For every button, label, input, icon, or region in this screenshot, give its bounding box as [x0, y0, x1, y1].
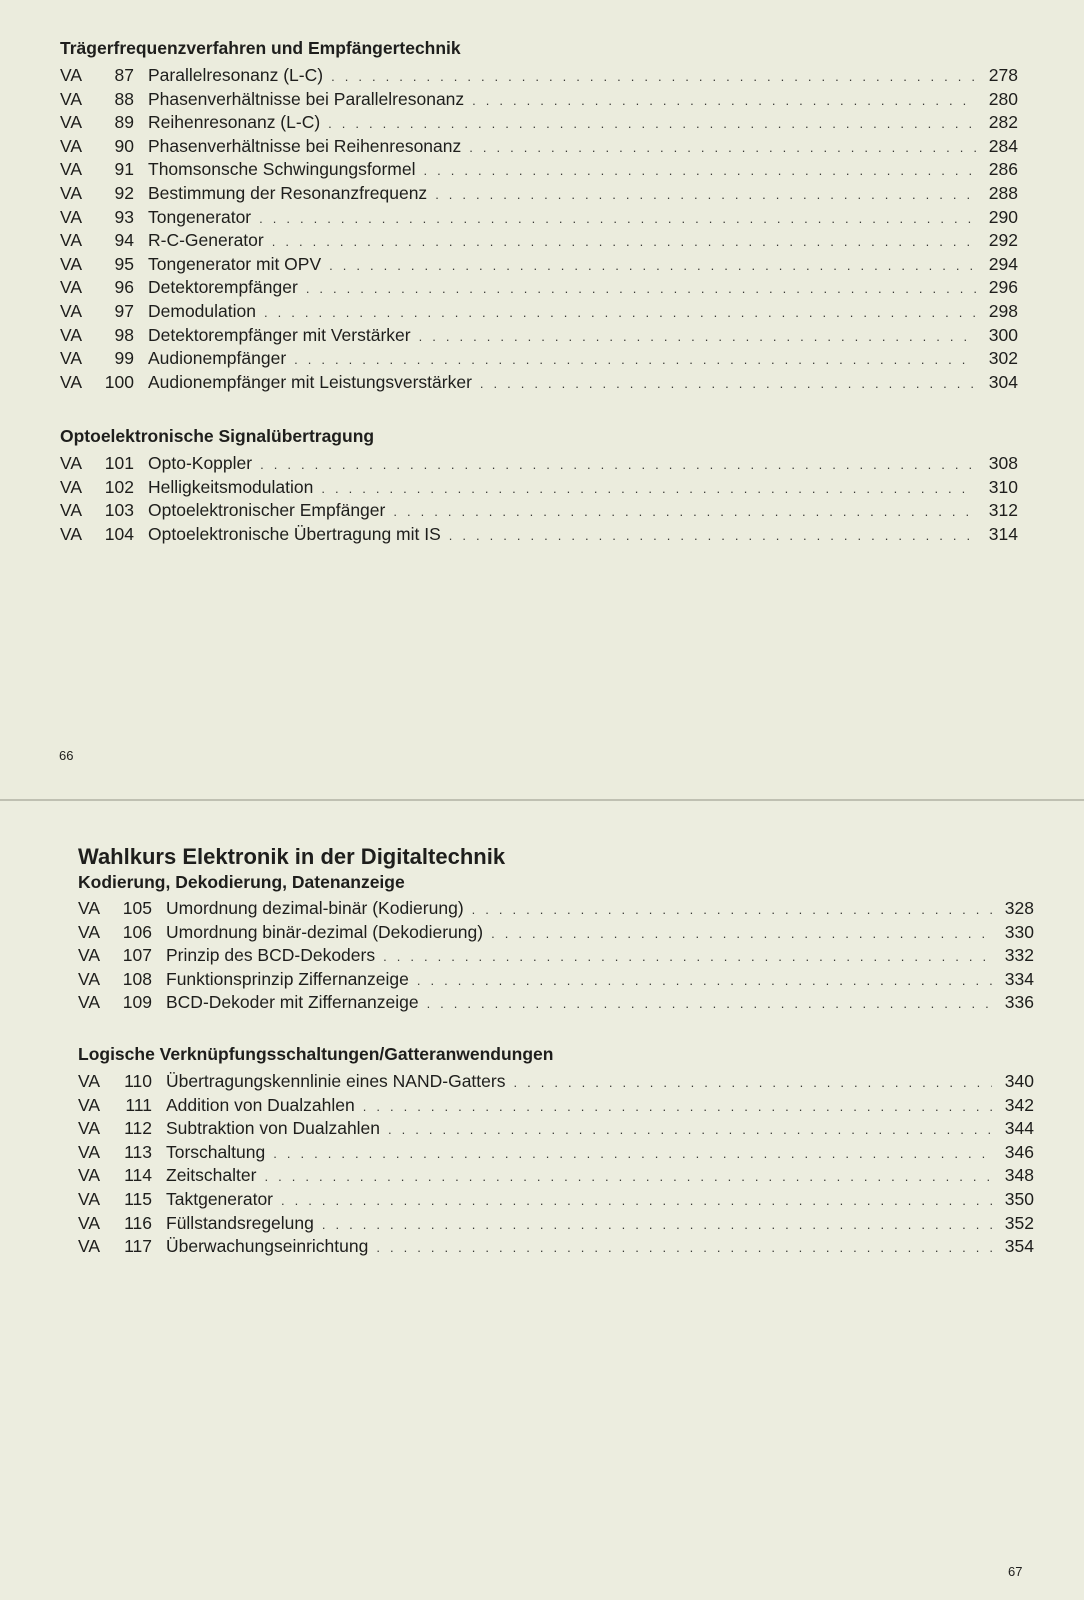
entry-prefix: VA: [60, 112, 83, 133]
entry-page: 278: [988, 65, 1018, 85]
toc-entry: [78, 1117, 1034, 1141]
entry-page: 328: [1004, 898, 1034, 918]
dot-leader: [328, 112, 976, 136]
entry-prefix: VA: [60, 65, 83, 85]
entry-number: 117: [124, 1236, 152, 1257]
entry-page: 348: [1004, 1165, 1034, 1186]
entry-number: 111: [125, 1094, 152, 1115]
entry-title: Opto-Koppler: [148, 453, 253, 473]
entry-title: Addition von Dualzahlen: [166, 1094, 355, 1115]
entry-prefix: VA: [78, 945, 101, 966]
toc-entry: [78, 921, 1034, 945]
dot-leader: [383, 945, 992, 969]
dot-leader: [259, 207, 976, 231]
entry-page: 308: [988, 453, 1018, 473]
toc-entry: [60, 253, 1018, 277]
dot-leader: [363, 1095, 992, 1119]
dot-leader: [322, 1213, 992, 1237]
entry-prefix: VA: [60, 135, 83, 156]
page-67: [0, 802, 1084, 1600]
dot-leader: [264, 301, 976, 325]
entry-prefix: VA: [78, 968, 101, 989]
toc-list-optoelektronik: [60, 452, 1018, 546]
toc-entry: [60, 523, 1018, 547]
entry-prefix: VA: [78, 1094, 101, 1115]
toc-entry: [78, 944, 1034, 968]
section-title-kodierung: Kodierung, Dekodierung, Datenanzeige: [78, 872, 405, 892]
entry-prefix: VA: [60, 253, 83, 274]
entry-page: 340: [1004, 1071, 1034, 1091]
dot-leader: [393, 500, 976, 524]
toc-entry: [78, 1094, 1034, 1118]
entry-title: Zeitschalter: [166, 1165, 257, 1186]
entry-title: Demodulation: [148, 300, 256, 321]
entry-title: Detektorempfänger: [148, 277, 298, 298]
entry-number: 91: [114, 159, 134, 180]
toc-entry: [60, 158, 1018, 182]
entry-page: 302: [988, 348, 1018, 369]
entry-prefix: VA: [78, 1071, 101, 1091]
entry-title: Audionempfänger mit Leistungsverstärker: [148, 371, 472, 392]
entry-number: 95: [114, 253, 134, 274]
entry-page: 298: [988, 300, 1018, 321]
entry-title: Umordnung dezimal-binär (Kodierung): [166, 898, 464, 918]
toc-entry: [78, 1188, 1034, 1212]
entry-title: Phasenverhältnisse bei Parallelresonanz: [148, 88, 465, 109]
dot-leader: [419, 325, 976, 349]
entry-page: 304: [988, 371, 1018, 392]
entry-number: 105: [122, 898, 152, 918]
entry-page: 310: [988, 476, 1018, 497]
dot-leader: [388, 1118, 992, 1142]
entry-number: 107: [122, 945, 152, 966]
entry-prefix: VA: [60, 523, 83, 544]
entry-number: 98: [114, 324, 134, 345]
entry-page: 354: [1004, 1236, 1034, 1257]
entry-prefix: VA: [78, 1141, 101, 1162]
dot-leader: [273, 1142, 992, 1166]
toc-entry: [60, 499, 1018, 523]
dot-leader: [264, 1165, 992, 1189]
page-divider: [0, 799, 1084, 801]
entry-prefix: VA: [60, 476, 83, 497]
toc-entry: [78, 968, 1034, 992]
entry-prefix: VA: [78, 1212, 101, 1233]
entry-prefix: VA: [78, 921, 101, 942]
dot-leader: [435, 183, 976, 207]
entry-prefix: VA: [60, 348, 83, 369]
chapter-title: Wahlkurs Elektronik in der Digitaltechnik: [78, 844, 506, 869]
toc-entry: [60, 111, 1018, 135]
entry-prefix: VA: [60, 159, 83, 180]
entry-title: Helligkeitsmodulation: [148, 476, 314, 497]
dot-leader: [294, 348, 976, 372]
entry-number: 100: [104, 371, 134, 392]
entry-prefix: VA: [60, 230, 83, 251]
entry-title: Optoelektronische Übertragung mit IS: [148, 523, 441, 544]
entry-number: 97: [114, 300, 134, 321]
entry-page: 352: [1004, 1212, 1034, 1233]
toc-list-logik: [78, 1070, 1034, 1259]
entry-number: 108: [122, 968, 152, 989]
entry-title: Subtraktion von Dualzahlen: [166, 1118, 381, 1139]
entry-title: Thomsonsche Schwingungsformel: [148, 159, 416, 180]
entry-title: Taktgenerator: [166, 1188, 274, 1209]
entry-number: 101: [104, 453, 134, 473]
dot-leader: [480, 372, 976, 396]
section-title-logik: Logische Verknüpfungsschaltungen/Gatteranwendungen: [78, 1044, 554, 1064]
entry-page: 332: [1004, 945, 1034, 966]
entry-title: BCD-Dekoder mit Ziffernanzeige: [166, 992, 419, 1013]
entry-page: 282: [988, 112, 1018, 133]
entry-title: R-C-Generator: [148, 230, 264, 251]
entry-page: 312: [988, 500, 1018, 521]
dot-leader: [472, 89, 976, 113]
toc-entry: [78, 1235, 1034, 1259]
toc-entry: [78, 1164, 1034, 1188]
entry-number: 115: [124, 1188, 152, 1209]
page-number: 67: [1008, 1564, 1023, 1579]
dot-leader: [469, 136, 976, 160]
entry-page: 280: [988, 88, 1018, 109]
entry-title: Funktionsprinzip Ziffernanzeige: [166, 968, 409, 989]
entry-prefix: VA: [60, 300, 83, 321]
entry-prefix: VA: [60, 453, 83, 473]
toc-entry: [60, 206, 1018, 230]
entry-title: Optoelektronischer Empfänger: [148, 500, 386, 521]
dot-leader: [376, 1236, 992, 1260]
entry-number: 112: [124, 1118, 152, 1139]
entry-number: 104: [104, 523, 134, 544]
toc-entry: [60, 476, 1018, 500]
entry-title: Detektorempfänger mit Verstärker: [148, 324, 411, 345]
entry-number: 116: [124, 1212, 152, 1233]
entry-page: 284: [988, 135, 1018, 156]
entry-number: 87: [114, 65, 134, 85]
entry-page: 342: [1004, 1094, 1034, 1115]
entry-title: Überwachungseinrichtung: [166, 1236, 369, 1257]
toc-entry: [60, 88, 1018, 112]
entry-number: 92: [114, 182, 134, 203]
toc-entry: [60, 452, 1018, 476]
entry-number: 94: [114, 230, 134, 251]
toc-entry: [78, 897, 1034, 921]
entry-number: 102: [104, 476, 134, 497]
entry-page: 330: [1004, 921, 1034, 942]
entry-page: 292: [988, 230, 1018, 251]
entry-title: Torschaltung: [166, 1141, 266, 1162]
toc-entry: [60, 135, 1018, 159]
entry-title: Füllstandsregelung: [166, 1212, 314, 1233]
toc-entry: [78, 1212, 1034, 1236]
entry-prefix: VA: [60, 277, 83, 298]
entry-title: Tongenerator mit OPV: [148, 253, 322, 274]
section-title-traegerfrequenz: Trägerfrequenzverfahren und Empfängertechnik: [60, 38, 461, 58]
entry-page: 346: [1004, 1141, 1034, 1162]
entry-page: 314: [988, 523, 1018, 544]
dot-leader: [331, 65, 976, 89]
toc-entry: [60, 276, 1018, 300]
dot-leader: [427, 992, 992, 1016]
dot-leader: [417, 969, 992, 993]
entry-page: 290: [988, 206, 1018, 227]
toc-entry: [60, 300, 1018, 324]
entry-prefix: VA: [78, 1165, 101, 1186]
toc-entry: [60, 324, 1018, 348]
toc-entry: [78, 1141, 1034, 1165]
dot-leader: [449, 524, 976, 548]
toc-list-kodierung: [78, 897, 1034, 1015]
entry-page: 336: [1004, 992, 1034, 1013]
entry-page: 334: [1004, 968, 1034, 989]
entry-prefix: VA: [78, 1188, 101, 1209]
toc-entry: [60, 229, 1018, 253]
dot-leader: [513, 1071, 992, 1095]
entry-number: 99: [114, 348, 134, 369]
entry-title: Prinzip des BCD-Dekoders: [166, 945, 376, 966]
entry-title: Reihenresonanz (L-C): [148, 112, 321, 133]
entry-number: 93: [114, 206, 134, 227]
entry-prefix: VA: [60, 206, 83, 227]
entry-page: 344: [1004, 1118, 1034, 1139]
toc-list-traegerfrequenz: [60, 64, 1018, 394]
entry-number: 90: [114, 135, 134, 156]
entry-number: 103: [104, 500, 134, 521]
dot-leader: [272, 230, 976, 254]
entry-number: 106: [122, 921, 152, 942]
entry-title: Übertragungskennlinie eines NAND-Gatters: [166, 1071, 506, 1091]
entry-page: 300: [988, 324, 1018, 345]
entry-number: 109: [122, 992, 152, 1013]
entry-prefix: VA: [60, 324, 83, 345]
page-number: 66: [59, 748, 74, 763]
entry-page: 350: [1004, 1188, 1034, 1209]
section-title-optoelektronik: Optoelektronische Signalübertragung: [60, 426, 375, 446]
dot-leader: [321, 477, 976, 501]
dot-leader: [329, 254, 976, 278]
entry-page: 288: [988, 182, 1018, 203]
entry-prefix: VA: [60, 88, 83, 109]
entry-prefix: VA: [78, 992, 101, 1013]
entry-page: 286: [988, 159, 1018, 180]
entry-title: Bestimmung der Resonanzfrequenz: [148, 182, 428, 203]
entry-number: 96: [114, 277, 134, 298]
entry-title: Phasenverhältnisse bei Reihenresonanz: [148, 135, 462, 156]
entry-title: Umordnung binär-dezimal (Dekodierung): [166, 921, 484, 942]
entry-number: 88: [114, 88, 134, 109]
entry-title: Tongenerator: [148, 206, 252, 227]
toc-entry: [60, 182, 1018, 206]
entry-prefix: VA: [78, 1236, 101, 1257]
entry-number: 114: [124, 1165, 152, 1186]
entry-prefix: VA: [60, 371, 83, 392]
entry-page: 296: [988, 277, 1018, 298]
entry-prefix: VA: [60, 182, 83, 203]
entry-prefix: VA: [78, 1118, 101, 1139]
dot-leader: [424, 159, 977, 183]
toc-entry: [60, 347, 1018, 371]
dot-leader: [491, 922, 992, 946]
dot-leader: [260, 453, 976, 477]
dot-leader: [281, 1189, 992, 1213]
entry-title: Parallelresonanz (L-C): [148, 65, 324, 85]
entry-page: 294: [988, 253, 1018, 274]
toc-entry: [60, 64, 1018, 88]
dot-leader: [472, 898, 992, 922]
toc-entry: [60, 371, 1018, 395]
entry-number: 89: [114, 112, 134, 133]
dot-leader: [306, 277, 976, 301]
toc-entry: [78, 1070, 1034, 1094]
entry-number: 110: [124, 1071, 152, 1091]
entry-title: Audionempfänger: [148, 348, 287, 369]
toc-entry: [78, 991, 1034, 1015]
entry-prefix: VA: [78, 898, 101, 918]
entry-number: 113: [124, 1141, 152, 1162]
entry-prefix: VA: [60, 500, 83, 521]
